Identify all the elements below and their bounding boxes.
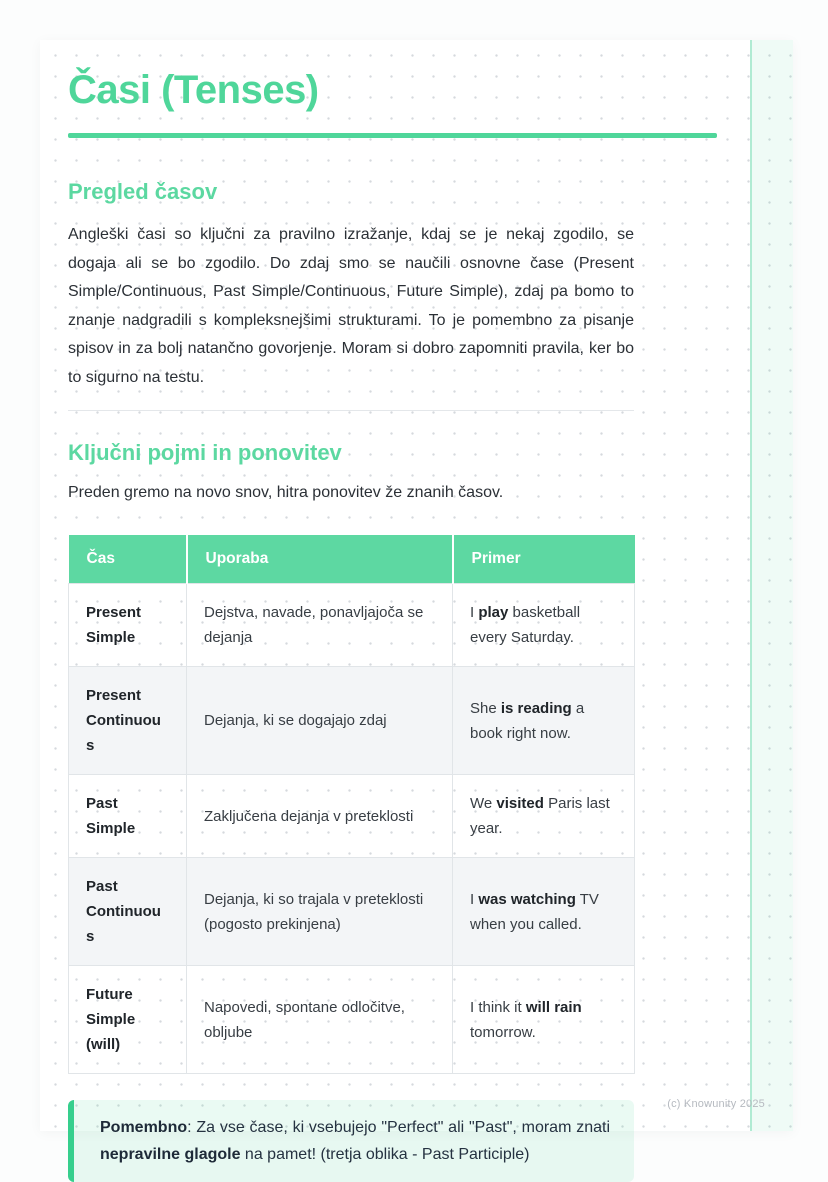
tense-name: Present Continuous: [69, 667, 187, 775]
tense-table: [68, 535, 635, 1074]
title-underline-rule: [68, 133, 717, 138]
tense-use: Dejanja, ki se dogajajo zdaj: [187, 667, 453, 775]
table-row: [69, 584, 635, 667]
tense-example: [453, 858, 635, 966]
tense-use: Dejanja, ki so trajala v preteklosti (pogosto prekinjena): [187, 858, 453, 966]
page-title: Časi (Tenses): [68, 68, 319, 112]
example-verb: will rain: [525, 998, 582, 1016]
callout-text: : Za vse čase, ki vsebujejo "Perfect" ali "Past", moram znati: [187, 1119, 610, 1136]
tense-use: Dejstva, navade, ponavljajoča se dejanja: [187, 584, 453, 667]
tense-example: [453, 775, 635, 858]
callout-mid-bold: nepravilne glagole: [100, 1146, 241, 1163]
example-verb: is reading: [500, 699, 572, 717]
callout-text: na pamet! (tretja oblika - Past Participle): [240, 1146, 530, 1163]
example-text: She: [470, 699, 501, 717]
table-row: [69, 858, 635, 966]
example-text: TV when you called.: [470, 890, 599, 933]
tense-name: Past Simple: [69, 775, 187, 858]
tense-name: Present Simple: [69, 584, 187, 667]
example-text: basketball every Saturday.: [470, 604, 581, 646]
key-concepts-intro: Preden gremo na novo snov, hitra ponovitev že znanih časov.: [68, 484, 504, 501]
tense-example: [453, 667, 635, 775]
tense-name: Past Continuous: [69, 858, 187, 966]
important-callout: [68, 1100, 634, 1182]
example-verb: was watching: [478, 890, 576, 908]
example-verb: visited: [496, 795, 544, 812]
column-header-cas: Čas: [69, 535, 187, 584]
tense-example: [453, 584, 635, 667]
table-row: [69, 667, 635, 775]
table-row: [69, 775, 635, 858]
callout-lead-bold: Pomembno: [100, 1119, 188, 1136]
section-heading-overview: Pregled časov: [68, 179, 218, 204]
example-text: I think it: [470, 998, 526, 1016]
tense-use: Zaključena dejanja v preteklosti: [187, 775, 453, 858]
tense-example: [453, 966, 635, 1074]
tense-table-body: [69, 584, 635, 1074]
example-text: We: [470, 795, 497, 812]
page-content: [68, 40, 634, 1182]
section-heading-key-concepts: Ključni pojmi in ponovitev: [68, 440, 342, 465]
tense-use: Napovedi, spontane odločitve, obljube: [187, 966, 453, 1074]
example-text: Paris last year.: [470, 795, 610, 837]
tense-name: Future Simple (will): [69, 966, 187, 1074]
table-header-row: [69, 535, 635, 584]
tense-table-header: [69, 535, 635, 584]
column-header-primer: Primer: [453, 535, 635, 584]
example-text: I: [470, 604, 479, 621]
copyright-credit: (c) Knowunity 2025: [667, 1098, 765, 1110]
example-text: I: [470, 890, 479, 908]
note-page: [40, 40, 793, 1163]
example-text: a book right now.: [470, 699, 585, 742]
column-header-uporaba: Uporaba: [187, 535, 453, 584]
overview-paragraph: Angleški časi so ključni za pravilno izražanje, kdaj se je nekaj zgodilo, se dogaja ali se bo zgodilo. Do zdaj smo se naučili osnovne čase (Present Simple/Continuous, Past Simple/Continuous, Future Simple), zdaj pa bomo to znanje nadgradili s kompleksnejšimi strukturami. To je pomembno za pisanje spisov in za bolj natančno govorjenje. Moram si dobro zapomniti pravila, ker bo to sigurno na testu.: [68, 226, 634, 386]
notebook-margin-strip: [750, 40, 793, 1131]
example-text: tomorrow.: [470, 1023, 536, 1041]
section-divider: [68, 410, 634, 411]
example-verb: play: [478, 604, 509, 621]
table-row: [69, 966, 635, 1074]
